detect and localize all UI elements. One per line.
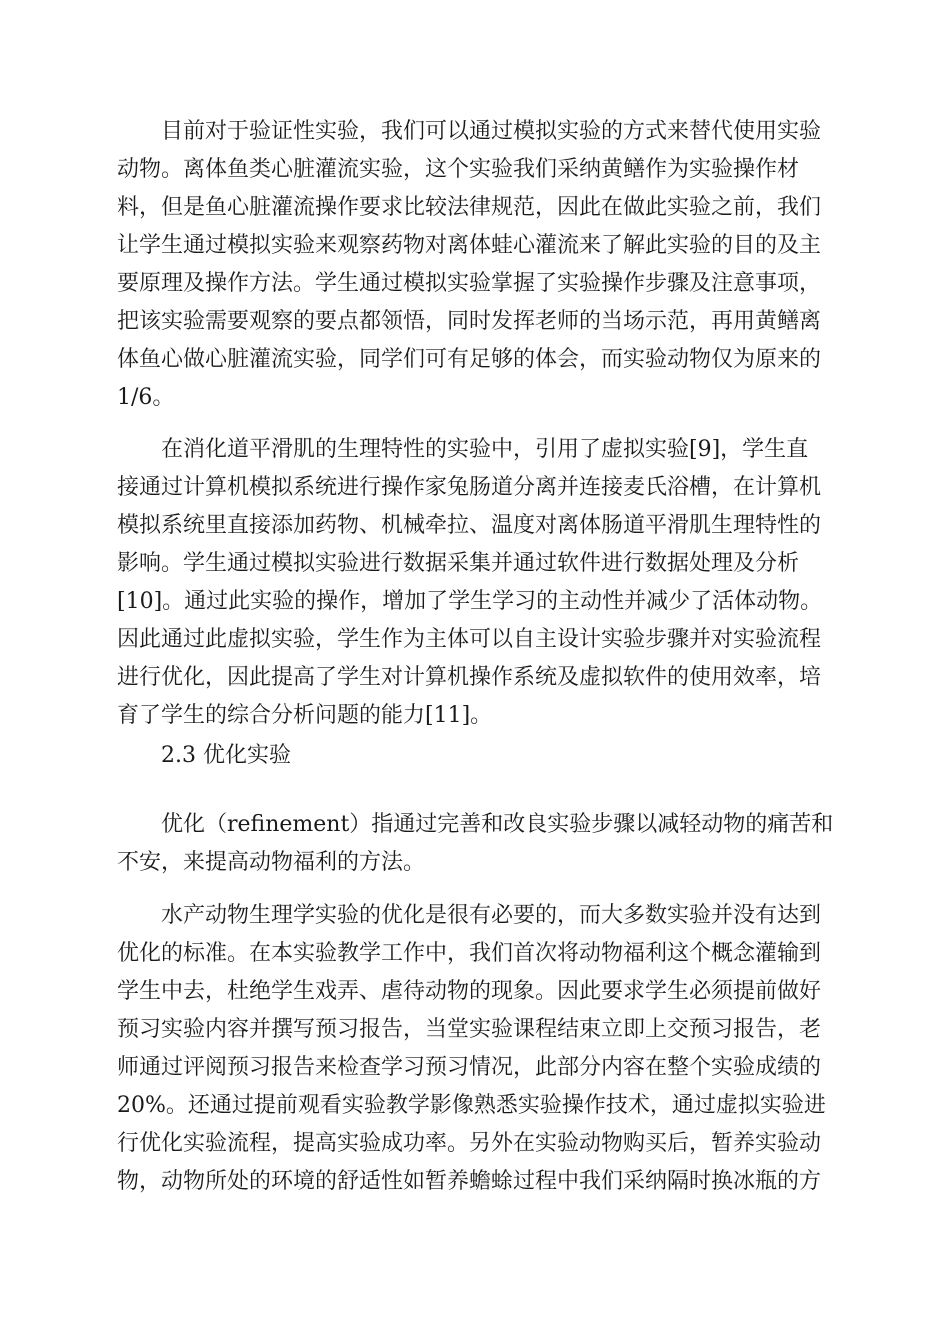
text-line: 影响。学生通过模拟实验进行数据采集并通过软件进行数据处理及分析 (117, 551, 800, 576)
text-line: 水产动物生理学实验的优化是很有必要的，而大多数实验并没有达到 (161, 903, 822, 928)
text-line: 让学生通过模拟实验来观察药物对离体蛙心灌流来了解此实验的目的及主 (117, 233, 822, 258)
paragraph-refinement-definition (117, 806, 833, 882)
text-line: 师通过评阅预习报告来检查学习预习情况，此部分内容在整个实验成绩的 (117, 1055, 822, 1080)
paragraph-virtual-experiment (117, 431, 833, 735)
text-line: 在消化道平滑肌的生理特性的实验中，引用了虚拟实验[9]，学生直 (161, 437, 809, 462)
text-line: 20%。还通过提前观看实验教学影像熟悉实验操作技术，通过虚拟实验进 (117, 1093, 826, 1118)
section-heading: 2.3 优化实验 (161, 743, 291, 768)
paragraph-verification-experiments (117, 113, 833, 417)
text-line: 行优化实验流程，提高实验成功率。另外在实验动物购买后，暂养实验动 (117, 1131, 822, 1156)
text-line: [10]。通过此实验的操作，增加了学生学习的主动性并减少了活体动物。 (117, 589, 823, 614)
text-line: 料，但是鱼心脏灌流操作要求比较法律规范，因此在做此实验之前，我们 (117, 195, 822, 220)
text-line: 把该实验需要观察的要点都领悟，同时发挥老师的当场示范，再用黄鳝离 (117, 309, 822, 334)
text-line: 优化（refinement）指通过完善和改良实验步骤以减轻动物的痛苦和 (161, 812, 833, 837)
text-line: 预习实验内容并撰写预习报告，当堂实验课程结束立即上交预习报告，老 (117, 1017, 822, 1042)
text-line: 进行优化，因此提高了学生对计算机操作系统及虚拟软件的使用效率，培 (117, 665, 822, 690)
text-line: 体鱼心做心脏灌流实验，同学们可有足够的体会，而实验动物仅为原来的 (117, 347, 822, 372)
text-line: 动物。离体鱼类心脏灌流实验，这个实验我们采纳黄鳝作为实验操作材 (117, 157, 800, 182)
text-line: 不安，来提高动物福利的方法。 (117, 850, 426, 875)
paragraph-refinement-practice (117, 897, 833, 1201)
text-line: 目前对于验证性实验，我们可以通过模拟实验的方式来替代使用实验 (161, 119, 822, 144)
text-line: 育了学生的综合分析问题的能力[11]。 (117, 703, 493, 728)
text-line: 因此通过此虚拟实验，学生作为主体可以自主设计实验步骤并对实验流程 (117, 627, 822, 652)
text-line: 优化的标准。在本实验教学工作中，我们首次将动物福利这个概念灌输到 (117, 941, 822, 966)
text-line: 要原理及操作方法。学生通过模拟实验掌握了实验操作步骤及注意事项， (117, 271, 822, 296)
text-line: 模拟系统里直接添加药物、机械牵拉、温度对离体肠道平滑肌生理特性的 (117, 513, 822, 538)
text-line: 物，动物所处的环境的舒适性如暂养蟾蜍过程中我们采纳隔时换冰瓶的方 (117, 1169, 822, 1194)
text-line: 接通过计算机模拟系统进行操作家兔肠道分离并连接麦氏浴槽，在计算机 (117, 475, 822, 500)
text-line: 1/6。 (117, 385, 175, 410)
text-line: 学生中去，杜绝学生戏弄、虐待动物的现象。因此要求学生必须提前做好 (117, 979, 822, 1004)
